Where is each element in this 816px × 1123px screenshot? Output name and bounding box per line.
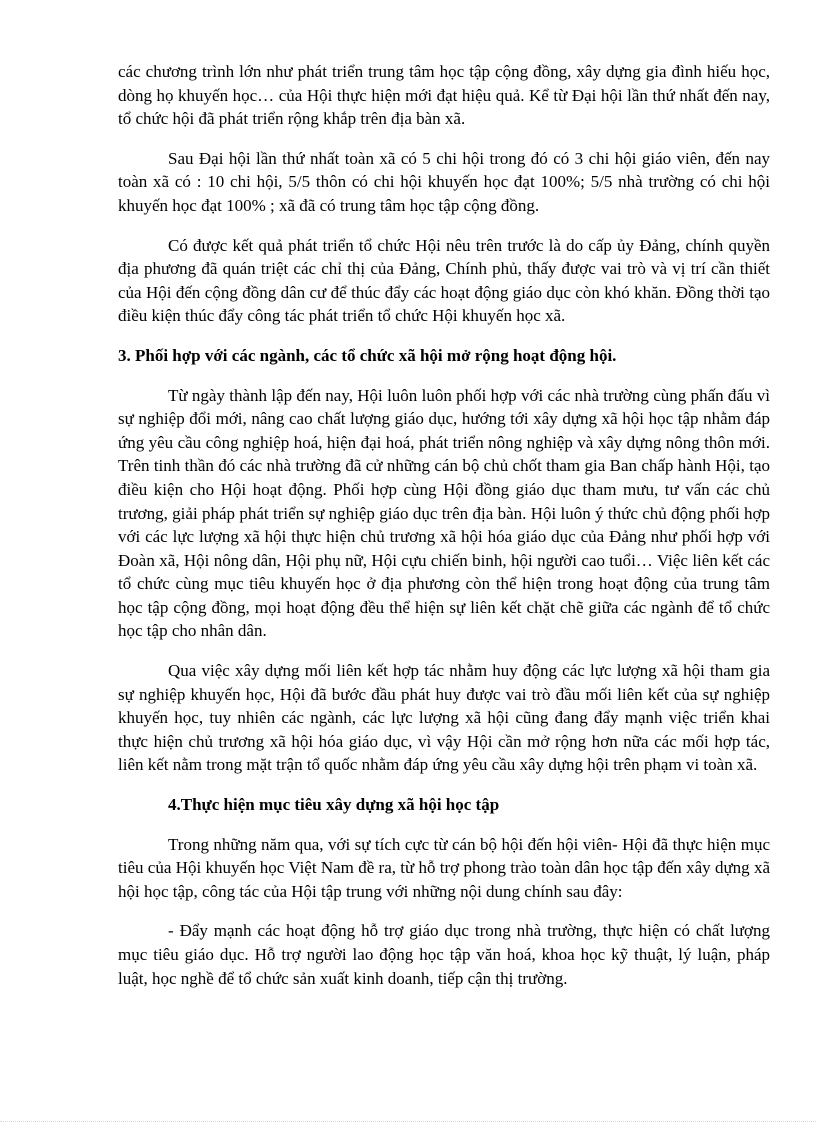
paragraph-bullet-support: - Đẩy mạnh các hoạt động hỗ trợ giáo dục trong nhà trường, thực hiện có chất lượng mục tiêu giáo dục. Hỗ trợ người lao động học tập văn hoá, khoa học kỹ thuật, lý luận, pháp luật, học nghề để tổ chức sản xuất kinh doanh, tiếp cận thị trường.: [118, 921, 770, 988]
paragraph-intro-continuation: các chương trình lớn như phát triển trung tâm học tập cộng đồng, xây dựng gia đình hiếu học, dòng họ khuyến học… của Hội thực hiện mới đạt hiệu quả. Kể từ Đại hội lần thứ nhất đến nay, tổ chức hội đã phát triển rộng khắp trên địa bàn xã.: [118, 62, 770, 129]
paragraph-coordination: Từ ngày thành lập đến nay, Hội luôn luôn phối hợp với các nhà trường cùng phấn đấu vì sự nghiệp đổi mới, nâng cao chất lượng giáo dục, hướng tới xây dựng xã hội học tập nhằm đáp ứng yêu cầu công nghiệp hoá, hiện đại hoá, phát triển nông nghiệp và xây dựng nông thôn mới. Trên tinh thần đó các nhà trường đã cử những cán bộ chủ chốt tham gia Ban chấp hành Hội, tạo điều kiện cho Hội hoạt động. Phối hợp cùng Hội đồng giáo dục tham mưu, tư vấn các chủ trương, giải pháp phát triển sự nghiệp giáo dục trên địa bàn. Hội luôn ý thức chủ động phối hợp với các lực lượng xã hội thực hiện chủ trương xã hội hóa giáo dục của Đảng như phối hợp với Đoàn xã, Hội nông dân, Hội phụ nữ, Hội cựu chiến binh, hội người cao tuổi… Việc liên kết các tổ chức cùng mục tiêu khuyến học ở địa phương còn thể hiện trong hoạt động của trung tâm học tập cộng đồng, mọi hoạt động đều thể hiện sự liên kết chặt chẽ giữa các ngành để tổ chức học tập cho nhân dân.: [118, 385, 770, 641]
document-page: [118, 60, 770, 1006]
section-heading-3: 3. Phối hợp với các ngành, các tổ chức xã hội mở rộng hoạt động hội.: [118, 345, 617, 365]
paragraph-results-reason: Có được kết quả phát triển tổ chức Hội nêu trên trước là do cấp ủy Đảng, chính quyền địa phương đã quán triệt các chỉ thị của Đảng, Chính phủ, thấy được vai trò và vị trí cần thiết của Hội đến cộng đồng dân cư để thúc đẩy các hoạt động giáo dục còn khó khăn. Đồng thời tạo điều kiện thúc đẩy công tác phát triển tổ chức Hội khuyến học xã.: [118, 235, 770, 326]
section-heading-4: 4.Thực hiện mục tiêu xây dựng xã hội học tập: [168, 795, 500, 815]
paragraph-partnership: Qua việc xây dựng mối liên kết hợp tác nhằm huy động các lực lượng xã hội tham gia sự nghiệp khuyến học, Hội đã bước đầu phát huy được vai trò đầu mối liên kết của sự nghiệp khuyến học, tuy nhiên các ngành, các lực lượng xã hội cũng đang đẩy mạnh việc triển khai thực hiện chủ trương xã hội hóa giáo dục, vì vậy Hội cần mở rộng hơn nữa các mối hợp tác, liên kết nằm trong mặt trận tổ quốc nhằm đáp ứng yêu cầu xây dựng hội trên phạm vi toàn xã.: [118, 661, 770, 775]
paragraph-learning-society: Trong những năm qua, với sự tích cực từ cán bộ hội đến hội viên- Hội đã thực hiện mục tiêu của Hội khuyến học Việt Nam đề ra, từ hỗ trợ phong trào toàn dân học tập đến xây dựng xã hội học tập, công tác của Hội tập trung với những nội dung chính sau đây:: [118, 834, 770, 901]
paragraph-chapter-growth: Sau Đại hội lần thứ nhất toàn xã có 5 chi hội trong đó có 3 chi hội giáo viên, đến nay toàn xã có : 10 chi hội, 5/5 thôn có chi hội khuyến học đạt 100%; 5/5 nhà trường có chi hội khuyến học đạt 100% ; xã đã có trung tâm học tập cộng đồng.: [118, 148, 770, 215]
